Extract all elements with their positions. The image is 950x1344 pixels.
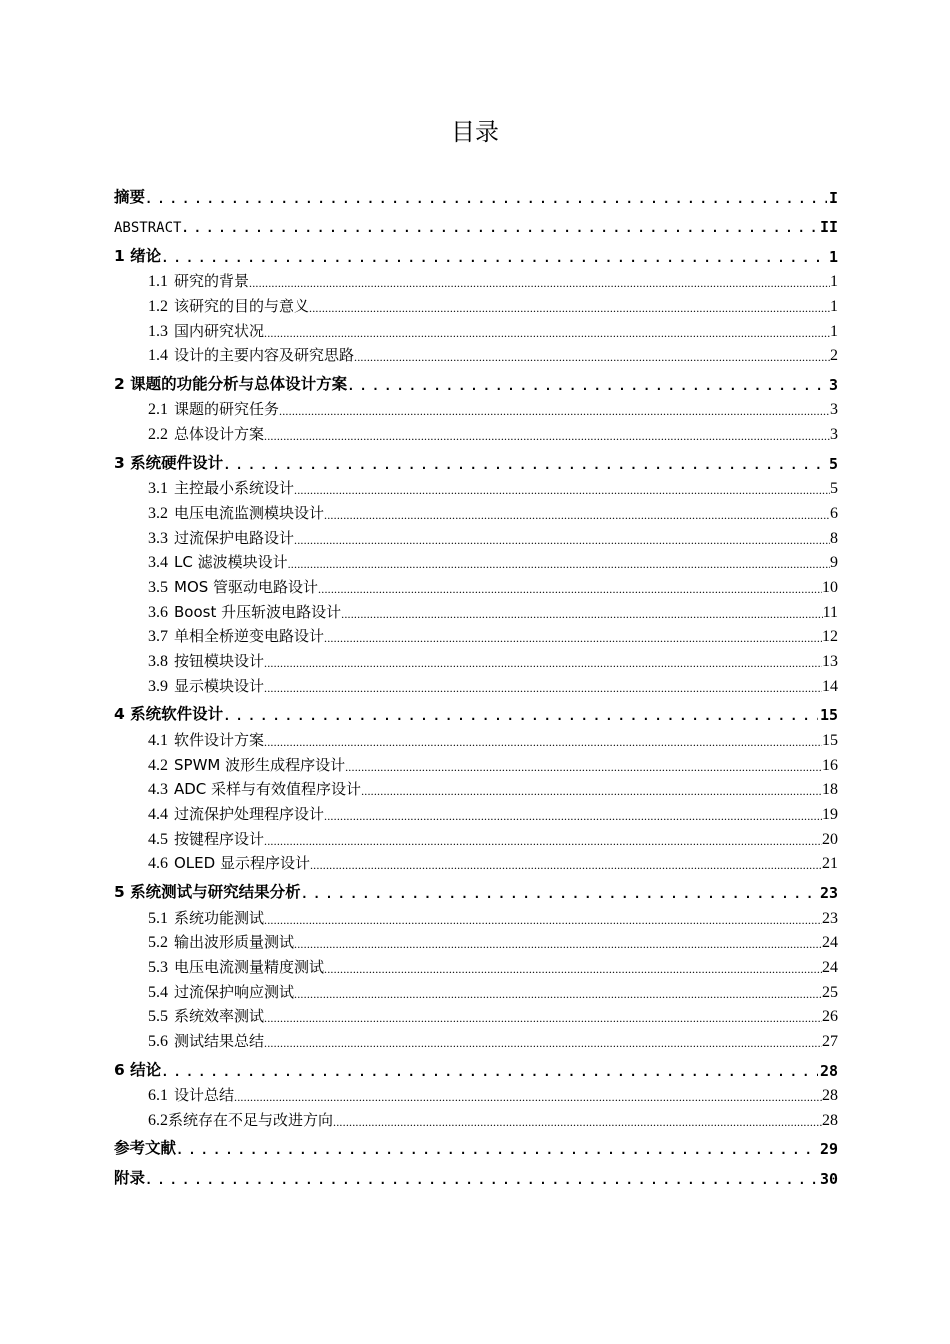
toc-entry-label [148, 852, 310, 873]
toc-entry-label: 4 系统软件设计 [114, 705, 224, 724]
toc-page-number: 26 [822, 1008, 838, 1026]
page-title: 目录 [451, 118, 499, 146]
toc-section-entry[interactable] [148, 954, 838, 979]
toc-page-number: 5 [830, 480, 838, 498]
toc-section-title: OLED 显示程序设计 [174, 854, 310, 873]
toc-section-number: 5.1 [148, 909, 168, 927]
dot-leader [264, 429, 830, 444]
dot-leader [347, 378, 827, 394]
toc-page-number: 1 [830, 322, 838, 340]
dot-leader [288, 557, 830, 572]
toc-entry-label: 摘要 [114, 187, 146, 206]
toc-entry-label [148, 650, 264, 671]
toc-section-number: 4.5 [148, 830, 168, 848]
toc-section-number: 4.4 [148, 806, 168, 824]
toc-entry-label [148, 295, 309, 316]
toc-section-title: ADC 采样与有效值程序设计 [174, 780, 362, 799]
toc-section-number: 3.3 [148, 529, 168, 547]
toc-section-number: 3.4 [148, 554, 168, 572]
toc-section-title: 过流保护电路设计 [174, 528, 295, 547]
toc-section-entry[interactable] [148, 801, 838, 826]
toc-entry-label: 2 课题的功能分析与总体设计方案 [114, 374, 348, 393]
toc-entry-label [148, 320, 264, 341]
dot-leader [324, 631, 822, 646]
toc-entry-label [148, 423, 264, 444]
dot-leader [324, 508, 830, 523]
toc-section-number: 6.1 [148, 1087, 168, 1105]
toc-chapter-entry[interactable] [114, 210, 838, 240]
dot-leader [309, 301, 830, 316]
toc-page-number: 9 [830, 554, 838, 572]
toc-page-number: 3 [828, 375, 838, 394]
toc-page-number: 6 [830, 505, 838, 522]
toc-page-number: 15 [819, 706, 838, 725]
toc-section-number: 1.2 [148, 297, 168, 315]
toc-section-entry[interactable] [148, 648, 838, 673]
toc-section-entry[interactable] [148, 777, 838, 802]
toc-entry-label [148, 576, 318, 597]
toc-section-entry[interactable] [148, 727, 838, 752]
toc-section-entry[interactable] [148, 1028, 838, 1053]
toc-entry-label: 6 结论 [114, 1060, 162, 1079]
toc-section-title: LC 滤波模块设计 [174, 553, 288, 572]
toc-page-number: 3 [830, 426, 838, 444]
dot-leader [264, 1036, 822, 1051]
toc-section-entry[interactable] [148, 500, 838, 525]
toc-page-number: 1 [828, 247, 838, 266]
toc-entry-label [148, 828, 264, 849]
toc-entry-label [148, 675, 264, 696]
toc-section-entry[interactable] [148, 826, 838, 851]
toc-page-number: 30 [819, 1169, 838, 1188]
toc-section-entry[interactable] [148, 525, 838, 550]
toc-chapter-entry[interactable] [114, 1053, 838, 1083]
toc-entry-label: 附录 [114, 1168, 146, 1187]
dot-leader [161, 250, 827, 266]
toc-section-entry[interactable] [148, 599, 838, 624]
toc-section-entry[interactable] [148, 574, 838, 599]
toc-entry-label [148, 344, 354, 365]
toc-page-number: 16 [822, 756, 838, 774]
toc-page-number: 24 [822, 959, 838, 976]
dot-leader [294, 987, 822, 1002]
toc-page-number: 29 [819, 1140, 838, 1159]
toc-entry-label [148, 981, 294, 1002]
toc-section-entry[interactable] [148, 421, 838, 446]
toc-section-entry[interactable] [148, 979, 838, 1004]
dot-leader [181, 220, 818, 236]
toc-entry-label [148, 1109, 333, 1130]
toc-section-entry[interactable] [148, 930, 838, 955]
toc-section-number: 4.1 [148, 732, 168, 749]
toc-page-number: 27 [822, 1033, 838, 1051]
dot-leader [354, 350, 830, 365]
toc-entry-label: 参考文献 [114, 1139, 177, 1158]
dot-leader [324, 962, 822, 977]
toc-section-number: 5.3 [148, 959, 168, 976]
toc-section-number: 5.2 [148, 934, 168, 952]
toc-entry-label [148, 907, 264, 928]
dot-leader [264, 834, 822, 849]
toc-section-title: 系统效率测试 [174, 1007, 265, 1026]
toc-chapter-entry[interactable] [114, 1132, 838, 1162]
toc-chapter-entry[interactable] [114, 367, 838, 397]
dot-leader [333, 1115, 822, 1130]
toc-section-number: 4.2 [148, 756, 168, 774]
toc-section-entry[interactable] [148, 293, 838, 318]
toc-section-title: 该研究的目的与意义 [174, 296, 310, 315]
toc-page-number: I [828, 188, 838, 207]
toc-chapter-entry[interactable] [114, 239, 838, 269]
toc-page-number: 28 [819, 1061, 838, 1080]
toc-section-title: 显示模块设计 [174, 676, 265, 695]
dot-leader [161, 1064, 818, 1080]
toc-page-number: 20 [822, 830, 838, 848]
dot-leader [145, 191, 827, 207]
toc-page-number: 25 [822, 983, 838, 1001]
toc-section-title: 系统功能测试 [174, 908, 265, 927]
toc-entry-label: ABSTRACT [114, 220, 182, 236]
toc-entry-label [148, 1084, 234, 1105]
toc-entry-label [148, 1005, 264, 1026]
dot-leader [294, 483, 830, 498]
toc-entry-label: 3 系统硬件设计 [114, 453, 224, 472]
toc-section-entry[interactable] [148, 269, 838, 294]
dot-leader [345, 760, 822, 775]
dot-leader [223, 457, 827, 473]
toc-section-entry[interactable] [148, 851, 838, 876]
toc-section-number: 4.3 [148, 781, 168, 799]
toc-entry-label: 1 绪论 [114, 246, 162, 265]
toc-section-title: 过流保护处理程序设计 [174, 805, 325, 824]
dot-leader [264, 681, 822, 696]
toc-entry-label [148, 931, 294, 952]
toc-section-entry[interactable] [148, 476, 838, 501]
toc-entry-label [148, 729, 264, 750]
toc-section-entry[interactable] [148, 1083, 838, 1108]
toc-page-number: 10 [822, 579, 838, 597]
dot-leader [318, 582, 822, 597]
dot-leader [294, 533, 830, 548]
toc-entry-label [148, 502, 324, 523]
toc-section-title: 过流保护响应测试 [174, 982, 295, 1001]
dot-leader [310, 858, 822, 873]
toc-section-title: 总体设计方案 [174, 425, 265, 444]
toc-page-number: 3 [830, 401, 838, 419]
toc-page-number: 23 [819, 883, 838, 902]
dot-leader [264, 1011, 822, 1026]
toc-chapter-entry[interactable] [114, 1161, 838, 1191]
toc-entry-label [148, 398, 279, 419]
toc-section-title: 电压电流监测模块设计 [174, 504, 325, 522]
toc-entry-label [148, 956, 324, 977]
toc-page-number: 13 [822, 653, 838, 671]
toc-section-title: 设计总结 [174, 1086, 235, 1105]
toc-page-number: 18 [822, 781, 838, 799]
dot-leader [264, 656, 822, 671]
dot-leader [294, 937, 822, 952]
toc-section-title: SPWM 波形生成程序设计 [174, 755, 346, 774]
toc-page-number: 28 [822, 1111, 838, 1129]
toc-section-title: 系统存在不足与改进方向 [168, 1110, 334, 1129]
toc-page-number: 1 [830, 273, 838, 291]
toc-section-number: 3.2 [148, 505, 168, 522]
toc-entry-label [148, 551, 288, 572]
toc-entry-label [148, 625, 324, 646]
toc-page-number: 8 [830, 529, 838, 547]
toc-section-entry[interactable] [148, 550, 838, 575]
toc-section-title: 单相全桥逆变电路设计 [174, 627, 325, 646]
toc-page-number: 15 [822, 732, 838, 749]
toc-page-number: 1 [830, 297, 838, 315]
dot-leader [176, 1142, 818, 1158]
toc-section-number: 2.2 [148, 426, 168, 444]
toc-section-number: 3.5 [148, 579, 168, 597]
toc-chapter-entry[interactable] [114, 698, 838, 728]
toc-page-number: 23 [822, 909, 838, 927]
toc-page-number: 19 [822, 806, 838, 824]
toc-entry-label [148, 477, 294, 498]
dot-leader [264, 735, 822, 750]
toc-section-title: 按钮模块设计 [174, 652, 265, 671]
toc-chapter-entry[interactable] [114, 446, 838, 476]
toc-section-entry[interactable] [148, 1004, 838, 1029]
dot-leader [279, 404, 830, 419]
toc-page-number: 5 [828, 454, 838, 473]
toc-section-title: 国内研究状况 [174, 321, 265, 340]
toc-section-title: Boost 升压斩波电路设计 [174, 602, 342, 621]
toc-section-number: 3.8 [148, 653, 168, 671]
toc-page-number: 28 [822, 1087, 838, 1105]
toc-section-number: 4.6 [148, 855, 168, 873]
toc-page-number: 11 [822, 603, 838, 621]
table-of-contents [114, 180, 838, 1191]
toc-section-number: 3.7 [148, 628, 168, 646]
toc-entry-label [148, 1030, 264, 1051]
toc-section-number: 5.6 [148, 1033, 168, 1051]
toc-section-title: 研究的背景 [174, 272, 250, 291]
toc-section-entry[interactable] [148, 624, 838, 649]
toc-section-number: 1.1 [148, 273, 168, 291]
toc-section-entry[interactable] [148, 1107, 838, 1132]
dot-leader [361, 784, 822, 799]
dot-leader [301, 886, 818, 902]
toc-section-title: 课题的研究任务 [174, 400, 280, 419]
toc-section-title: MOS 管驱动电路设计 [174, 578, 319, 597]
toc-page-number: 24 [822, 934, 838, 952]
toc-section-title: 设计的主要内容及研究思路 [174, 346, 355, 365]
toc-page-number: 2 [830, 347, 838, 365]
dot-leader [145, 1172, 818, 1188]
toc-section-number: 3.1 [148, 480, 168, 498]
toc-section-entry[interactable] [148, 318, 838, 343]
dot-leader [264, 326, 830, 341]
toc-section-title: 测试结果总结 [174, 1032, 265, 1051]
toc-section-number: 2.1 [148, 401, 168, 419]
toc-section-title: 电压电流测量精度测试 [174, 958, 325, 976]
toc-entry-label [148, 601, 341, 622]
toc-section-number: 1.4 [148, 347, 168, 365]
dot-leader [341, 607, 822, 622]
dot-leader [249, 276, 830, 291]
toc-section-number: 3.6 [148, 603, 168, 621]
toc-entry-label [148, 803, 324, 824]
toc-entry-label [148, 527, 294, 548]
toc-page-number: 12 [822, 628, 838, 646]
toc-section-entry[interactable] [148, 905, 838, 930]
toc-section-number: 5.5 [148, 1008, 168, 1026]
dot-leader [223, 708, 818, 724]
toc-page-number: 14 [822, 677, 838, 695]
dot-leader [264, 913, 822, 928]
dot-leader [234, 1090, 822, 1105]
toc-section-title: 按键程序设计 [174, 829, 265, 848]
toc-chapter-entry[interactable] [114, 180, 838, 210]
toc-page-number: 21 [822, 855, 838, 873]
toc-section-number: 6.2 [148, 1111, 168, 1129]
toc-entry-label: 5 系统测试与研究结果分析 [114, 882, 301, 901]
toc-section-number: 3.9 [148, 677, 168, 695]
toc-section-entry[interactable] [148, 673, 838, 698]
toc-entry-label [148, 754, 345, 775]
toc-section-title: 输出波形质量测试 [174, 933, 295, 952]
toc-section-title: 软件设计方案 [174, 731, 265, 749]
toc-entry-label [148, 270, 249, 291]
toc-chapter-entry[interactable] [114, 875, 838, 905]
toc-section-title: 主控最小系统设计 [174, 479, 295, 498]
toc-section-entry[interactable] [148, 397, 838, 422]
toc-section-entry[interactable] [148, 752, 838, 777]
toc-section-number: 1.3 [148, 322, 168, 340]
toc-section-entry[interactable] [148, 343, 838, 368]
dot-leader [324, 809, 822, 824]
toc-section-number: 5.4 [148, 983, 168, 1001]
toc-page-number: II [819, 218, 838, 236]
toc-entry-label [148, 778, 361, 799]
